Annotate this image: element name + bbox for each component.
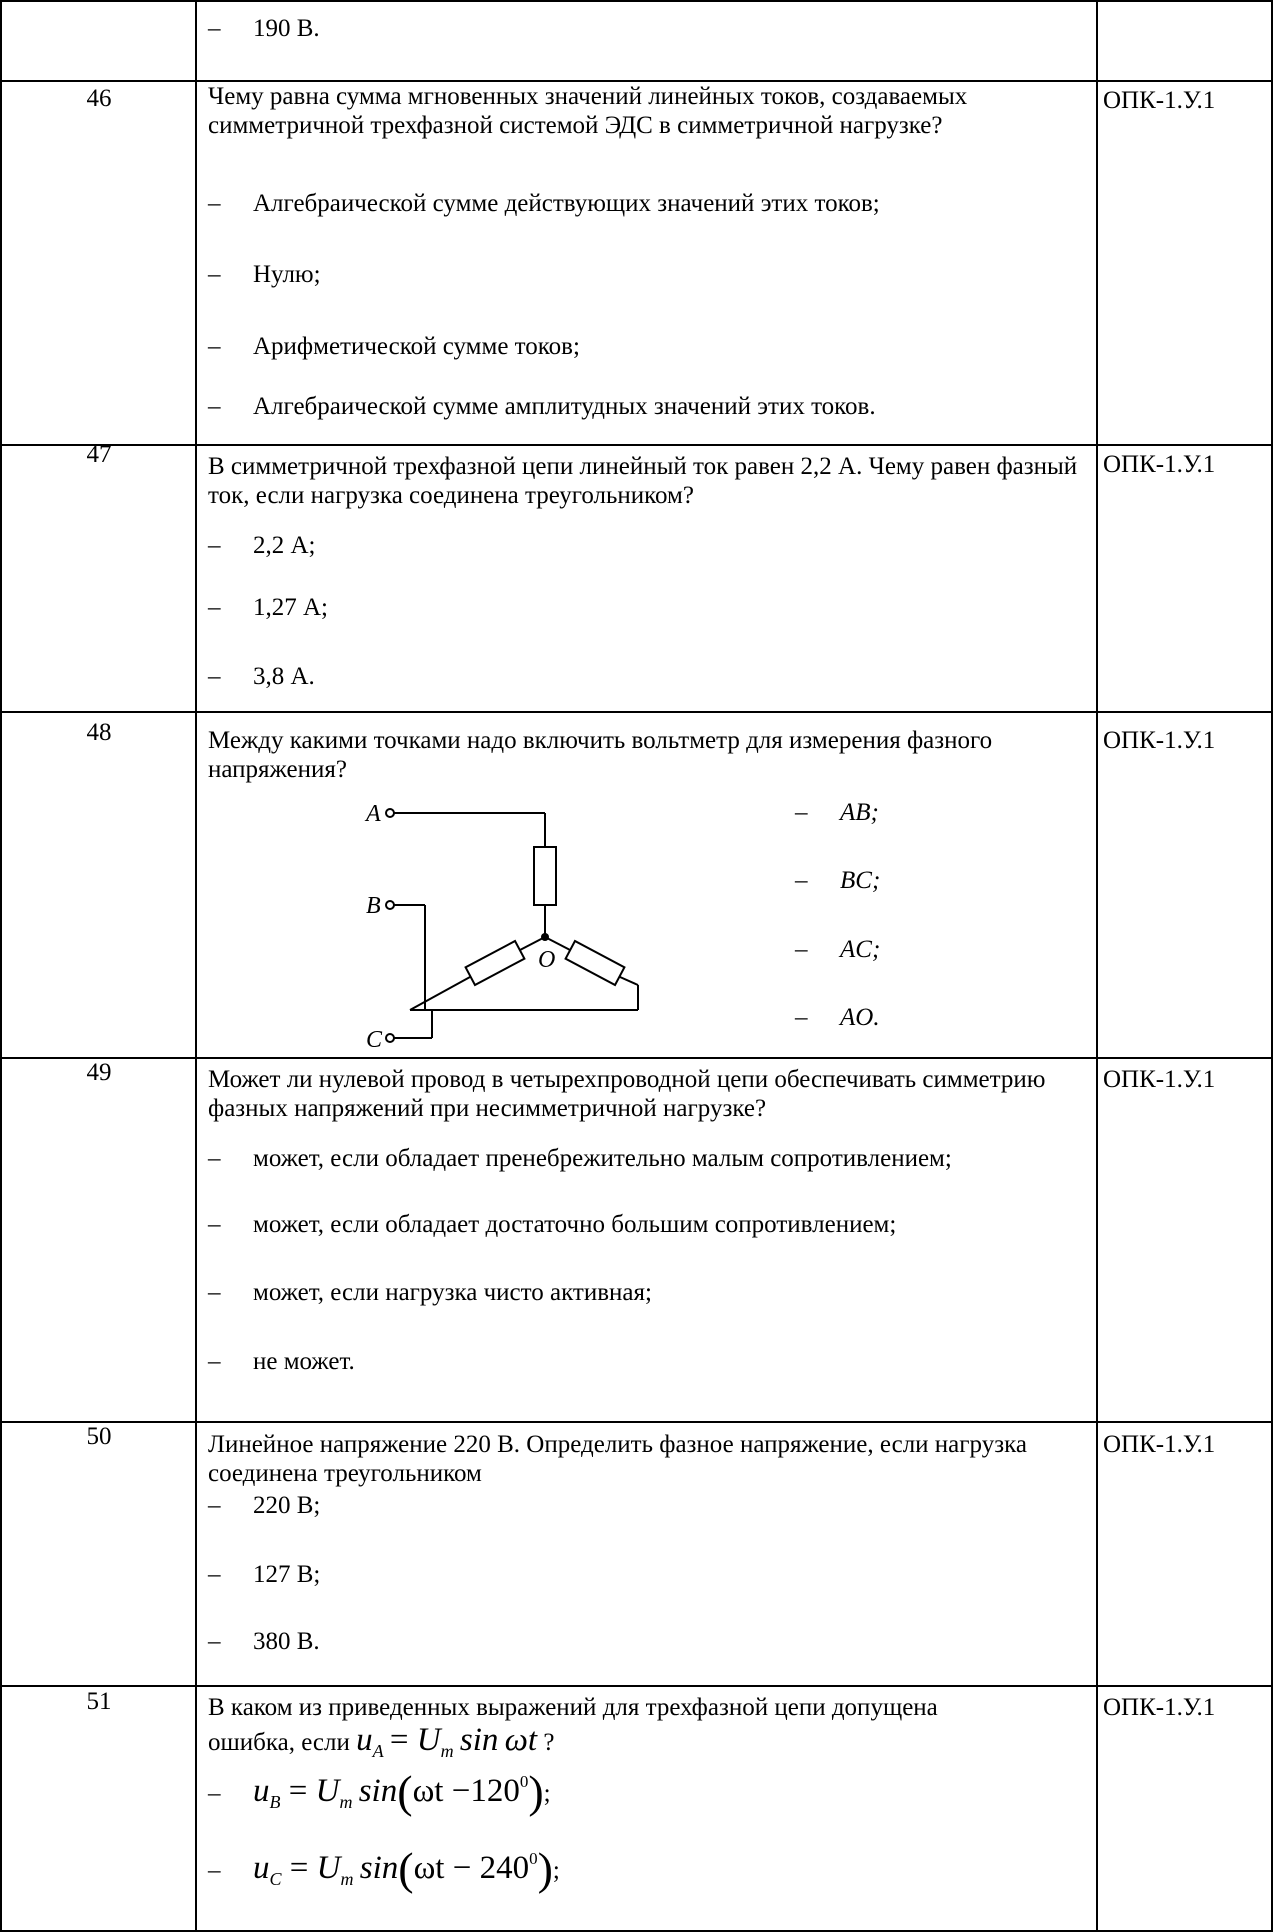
answer-option: – 1,27 А; <box>208 594 328 621</box>
competence-code: ОПК-1.У.1 <box>1103 1431 1216 1458</box>
question-text: В симметричной трехфазной цепи линейный ток равен 2,2 А. Чему равен фазный ток, если нагрузка соединена треугольником? <box>208 453 1078 509</box>
answer-option: – Алгебраической сумме действующих значений этих токов; <box>208 190 880 217</box>
question-text: Чему равна сумма мгновенных значений линейных токов, создаваемых симметричной трехфазной системой ЭДС в симметричной нагрузке? <box>208 83 968 139</box>
col-line-1 <box>195 0 197 1932</box>
question-number: 47 <box>86 441 112 468</box>
col-line-2 <box>1096 0 1098 1932</box>
answer-option: – AO. <box>795 1004 880 1031</box>
wire-b-lower <box>410 977 470 1010</box>
question-number: 51 <box>86 1688 112 1715</box>
answer-option: – 220 В; <box>208 1492 321 1519</box>
answer-option: – 127 В; <box>208 1561 321 1588</box>
label-a: A <box>366 801 381 827</box>
answer-option: – может, если нагрузка чисто активная; <box>208 1279 652 1306</box>
resistor-b <box>466 941 525 985</box>
competence-code: ОПК-1.У.1 <box>1103 451 1216 478</box>
label-c: C <box>366 1027 383 1053</box>
col-line-left <box>0 0 2 1932</box>
answer-option: – AC; <box>795 936 881 963</box>
label-o: O <box>538 947 556 973</box>
formula-option: – $u_C = U_m$ $\sin(\omega t - 240^0)$; <box>208 1843 560 1894</box>
question-number: 50 <box>86 1423 112 1450</box>
row-line-48 <box>0 711 1271 713</box>
terminal-c <box>386 1034 394 1042</box>
resistor-c <box>566 941 625 985</box>
answer-option: – 380 В. <box>208 1628 320 1655</box>
question-number: 46 <box>86 85 112 112</box>
competence-code: ОПК-1.У.1 <box>1103 1694 1216 1721</box>
formula-option: – $u_B = U_m$ $\sin(\omega t -120^0)$; <box>208 1766 551 1817</box>
terminal-a <box>386 809 394 817</box>
label-b: B <box>366 893 381 919</box>
question-text-with-formula: ошибка, если $u_A = U_m$ sin ωt ? <box>208 1722 555 1761</box>
answer-option: – Алгебраической сумме амплитудных значений этих токов. <box>208 393 876 420</box>
answer-option: – 2,2 А; <box>208 532 316 559</box>
star-circuit-diagram <box>350 795 690 1055</box>
terminal-b <box>386 901 394 909</box>
question-text: Может ли нулевой провод в четырехпроводной цепи обеспечивать симметрию фазных напряжений при несимметричной нагрузке? <box>208 1066 1046 1122</box>
option-line: – 190 В. <box>208 15 320 42</box>
answer-option: – 3,8 А. <box>208 663 315 690</box>
competence-code: ОПК-1.У.1 <box>1103 1066 1216 1093</box>
question-number: 48 <box>86 719 112 746</box>
row-line-top <box>0 0 1271 2</box>
answer-option: – может, если обладает пренебрежительно малым сопротивлением; <box>208 1145 952 1172</box>
resistor-a <box>534 847 556 905</box>
col-line-right <box>1271 0 1273 1932</box>
competence-code: ОПК-1.У.1 <box>1103 87 1216 114</box>
answer-option: – Арифметической сумме токов; <box>208 333 580 360</box>
wire-c-lower <box>620 977 638 985</box>
question-text: Линейное напряжение 220 В. Определить фазное напряжение, если нагрузка соединена треугольником <box>208 1431 1027 1487</box>
question-text: Между какими точками надо включить вольтметр для измерения фазного напряжения? <box>208 727 993 783</box>
answer-option: – AB; <box>795 799 879 826</box>
answer-option: – Нулю; <box>208 261 321 288</box>
question-text: В каком из приведенных выражений для трехфазной цепи допущена <box>208 1694 938 1721</box>
answer-option: – BC; <box>795 867 881 894</box>
question-number: 49 <box>86 1059 112 1086</box>
answer-option: – может, если обладает достаточно большим сопротивлением; <box>208 1211 897 1238</box>
competence-code: ОПК-1.У.1 <box>1103 727 1216 754</box>
answer-option: – не может. <box>208 1348 355 1375</box>
